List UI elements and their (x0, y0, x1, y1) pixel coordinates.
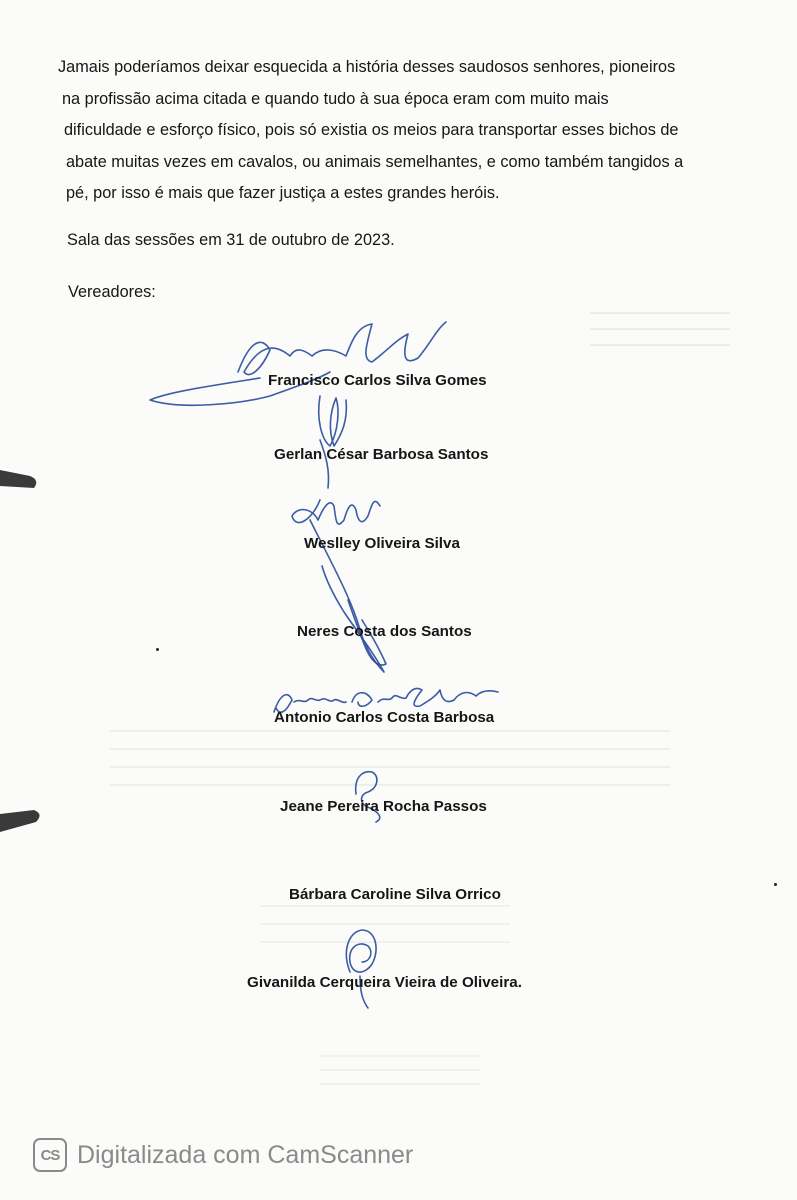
paragraph-line: na profissão acima citada e quando tudo à sua época eram com muito mais (62, 89, 609, 108)
signatory-name: Gerlan César Barbosa Santos (274, 446, 489, 463)
signatory-name: Jeane Pereira Rocha Passos (280, 798, 487, 815)
binder-clip-mark (0, 806, 42, 834)
bleed-through-mark (320, 1055, 480, 1085)
signature-givanilda (346, 930, 376, 1008)
paragraph-line: abate muitas vezes em cavalos, ou animais semelhantes, e como também tangidos a (66, 152, 684, 171)
signatory-name: Bárbara Caroline Silva Orrico (289, 886, 501, 903)
binder-clip-mark (0, 466, 42, 494)
bleed-through-mark (110, 730, 670, 790)
scan-speck (156, 648, 159, 651)
signatory-name: Givanilda Cerqueira Vieira de Oliveira. (247, 974, 522, 991)
vereadores-label: Vereadores: (68, 283, 156, 301)
signatory-name: Francisco Carlos Silva Gomes (268, 372, 487, 389)
camscanner-watermark (33, 1138, 413, 1172)
signature-gerlan (319, 396, 347, 488)
signatory-name: Weslley Oliveira Silva (304, 535, 460, 552)
bleed-through-mark (590, 312, 730, 352)
scan-speck (774, 883, 777, 886)
signature-weslley (292, 500, 384, 672)
signatory-name: Antonio Carlos Costa Barbosa (274, 709, 495, 726)
bleed-through-mark (260, 905, 510, 945)
session-date-line: Sala das sessões em 31 de outubro de 2023. (67, 231, 395, 249)
signatory-name: Neres Costa dos Santos (297, 623, 472, 640)
body-paragraph (58, 52, 698, 210)
watermark-text: Digitalizada com CamScanner (77, 1140, 414, 1169)
paragraph-line: dificuldade e esforço físico, pois só existia os meios para transportar esses bichos de (64, 121, 679, 139)
signature-francisco (150, 322, 446, 405)
camscanner-logo-icon: CS (33, 1138, 67, 1172)
paragraph-line: pé, por isso é mais que fazer justiça a estes grandes heróis. (66, 184, 500, 202)
paragraph-line: Jamais poderíamos deixar esquecida a história desses saudosos senhores, pioneiros (58, 58, 676, 76)
